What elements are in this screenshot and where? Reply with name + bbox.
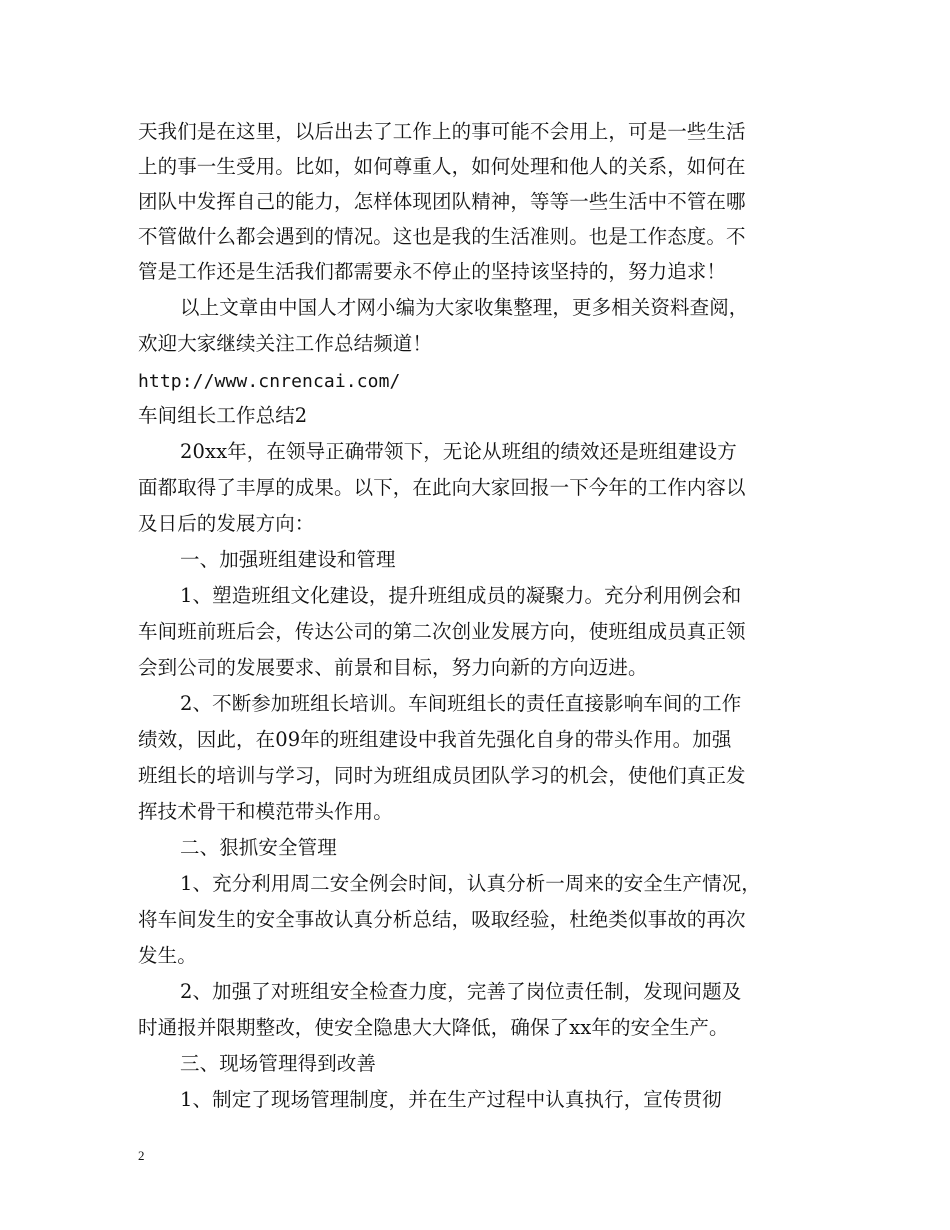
text-line: 及日后的发展方向：	[138, 512, 315, 535]
text-line: 一、加强班组建设和管理	[180, 548, 396, 571]
text-line: 班组长的培训与学习，同时为班组成员团队学习的机会，使他们真正发	[138, 764, 746, 787]
text-line: 车间组长工作总结2	[138, 404, 308, 427]
text-line: 以上文章由中国人才网小编为大家收集整理，更多相关资料查阅，	[180, 296, 749, 319]
text-line: 20xx年，在领导正确带领下，无论从班组的绩效还是班组建设方	[180, 440, 737, 463]
text-line: 1、塑造班组文化建设，提升班组成员的凝聚力。充分利用例会和	[180, 584, 742, 607]
text-line: 团队中发挥自己的能力，怎样体现团队精神，等等一些生活中不管在哪	[138, 190, 746, 213]
text-line: 车间班前班后会，传达公司的第二次创业发展方向，使班组成员真正领	[138, 620, 746, 643]
text-line: 2、不断参加班组长培训。车间班组长的责任直接影响车间的工作	[180, 692, 742, 715]
text-line: 二、狠抓安全管理	[180, 836, 337, 859]
text-line: 挥技术骨干和模范带头作用。	[138, 800, 393, 823]
text-line: 三、现场管理得到改善	[180, 1052, 377, 1075]
text-line: http://www.cnrencai.com/	[138, 371, 401, 392]
text-line: 1、充分利用周二安全例会时间，认真分析一周来的安全生产情况，	[180, 872, 761, 895]
text-line: 不管做什么都会遇到的情况。这也是我的生活准则。也是工作态度。不	[138, 225, 746, 248]
text-line: 管是工作还是生活我们都需要永不停止的坚持该坚持的，努力追求！	[138, 260, 727, 283]
text-line: 时通报并限期整改，使安全隐患大大降低，确保了xx年的安全生产。	[138, 1016, 729, 1039]
text-line: 欢迎大家继续关注工作总结频道！	[138, 332, 433, 355]
page-number: 2	[138, 1148, 145, 1163]
text-line: 上的事一生受用。比如，如何尊重人，如何处理和他人的关系，如何在	[138, 155, 746, 178]
text-line: 会到公司的发展要求、前景和目标，努力向新的方向迈进。	[138, 656, 648, 679]
text-line: 1、制定了现场管理制度，并在生产过程中认真执行，宣传贯彻	[180, 1088, 722, 1111]
text-line: 面都取得了丰厚的成果。以下，在此向大家回报一下今年的工作内容以	[138, 476, 746, 499]
text-line: 天我们是在这里，以后出去了工作上的事可能不会用上，可是一些生活	[138, 120, 746, 143]
text-line: 绩效，因此，在09年的班组建设中我首先强化自身的带头作用。加强	[138, 728, 732, 751]
text-line: 发生。	[138, 944, 197, 967]
text-line: 将车间发生的安全事故认真分析总结，吸取经验，杜绝类似事故的再次	[138, 908, 746, 931]
text-line: 2、加强了对班组安全检查力度，完善了岗位责任制，发现问题及	[180, 980, 742, 1003]
